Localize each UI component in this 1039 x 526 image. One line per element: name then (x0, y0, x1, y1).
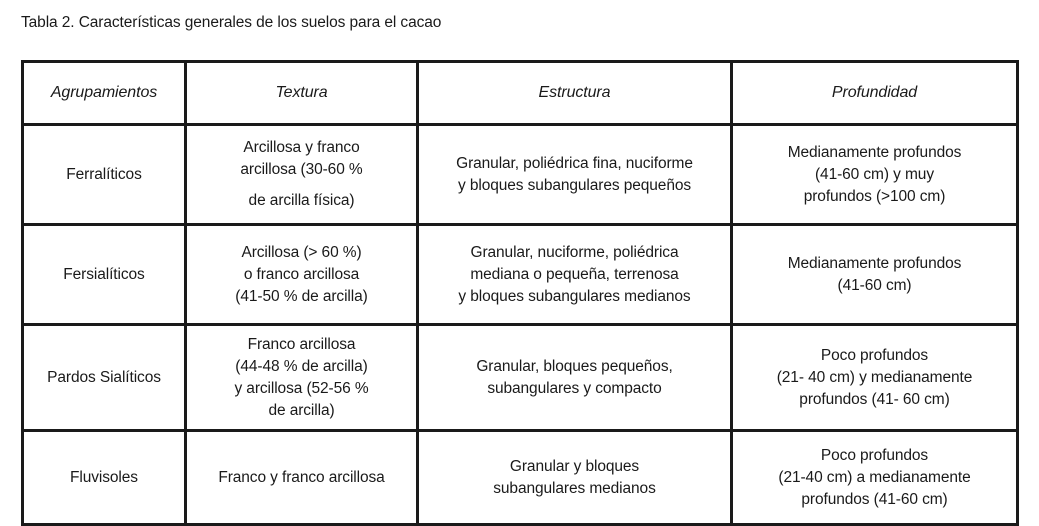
cell-estructura (418, 431, 732, 525)
table-header (23, 62, 1018, 125)
cell-agrupamiento: Pardos Sialíticos (23, 325, 186, 431)
cell-text-lines: Franco arcillosa (44-48 % de arcilla) y arcillosa (52-56 % de arcilla) (234, 335, 369, 419)
cell-text-lines: Poco profundos (21- 40 cm) y medianamente profundos (41- 60 cm) (776, 346, 973, 408)
table-caption: Tabla 2. Características generales de los suelos para el cacao (21, 14, 442, 31)
cell-textura (186, 125, 418, 225)
cell-profundidad (732, 225, 1018, 325)
cell-profundidad (732, 325, 1018, 431)
cell-text-lines: Arcillosa y franco arcillosa (30-60 % de arcilla física) (240, 139, 363, 209)
cell-agrupamiento: Fersialíticos (23, 225, 186, 325)
column-header-textura: Textura (186, 62, 418, 125)
cell-agrupamiento: Fluvisoles (23, 431, 186, 525)
table-row (23, 325, 1018, 431)
table-row (23, 125, 1018, 225)
cell-profundidad (732, 431, 1018, 525)
column-header-estructura: Estructura (418, 62, 732, 125)
cell-estructura (418, 125, 732, 225)
cell-text-lines: Granular, nuciforme, poliédrica mediana o pequeña, terrenosa y bloques subangulares medianos (458, 243, 691, 305)
cell-text-lines: Medianamente profundos (41-60 cm) (787, 254, 962, 294)
cell-textura (186, 325, 418, 431)
cell-text-lines: Franco y franco arcillosa (218, 468, 385, 486)
table-body (23, 125, 1018, 525)
cell-estructura (418, 225, 732, 325)
column-header-agrupamientos: Agrupamientos (23, 62, 186, 125)
cell-textura (186, 225, 418, 325)
cell-text-lines: Arcillosa (> 60 %) o franco arcillosa (41-50 % de arcilla) (235, 243, 368, 305)
column-header-profundidad: Profundidad (732, 62, 1018, 125)
cell-estructura (418, 325, 732, 431)
cell-text-lines: Granular, poliédrica fina, nuciforme y bloques subangulares pequeños (456, 154, 693, 194)
table-row (23, 225, 1018, 325)
cell-text-lines: Granular y bloques subangulares medianos (493, 457, 656, 497)
cell-agrupamiento: Ferralíticos (23, 125, 186, 225)
cell-text-lines: Poco profundos (21-40 cm) a medianamente profundos (41-60 cm) (778, 446, 971, 508)
cell-text-lines: Medianamente profundos (41-60 cm) y muy profundos (>100 cm) (787, 143, 962, 205)
soil-characteristics-table (21, 60, 1019, 526)
cell-profundidad (732, 125, 1018, 225)
table-header-row (23, 62, 1018, 125)
table-row (23, 431, 1018, 525)
cell-text-lines: Granular, bloques pequeños, subangulares y compacto (476, 357, 673, 397)
cell-textura (186, 431, 418, 525)
